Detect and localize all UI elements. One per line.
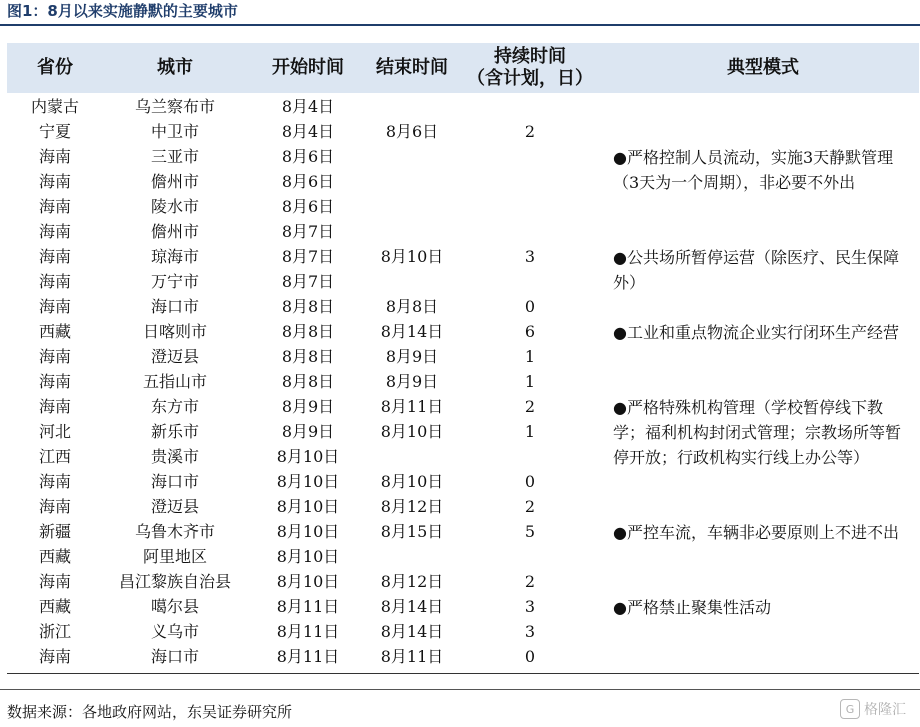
header-duration-line1: 持续时间	[494, 46, 566, 67]
cell-city: 琼海市	[150, 247, 199, 266]
cell-province: 海南	[38, 572, 71, 591]
cell-city: 澄迈县	[150, 497, 199, 516]
cell-duration: 3	[524, 622, 536, 641]
cell-start: 8月9日	[281, 397, 335, 416]
mode-item: ●严格特殊机构管理（学校暂停线下教学；福利机构封闭式管理；宗教场所等暂停开放；行政机构实行线上办公等）	[613, 398, 902, 467]
cell-duration: 3	[524, 247, 536, 266]
table-row	[0, 194, 920, 219]
cell-city: 新乐市	[150, 422, 199, 441]
cell-start: 8月11日	[276, 647, 340, 666]
table-row	[0, 344, 920, 369]
cell-city: 贵溪市	[150, 447, 199, 466]
header-province: 省份	[37, 57, 73, 78]
cell-city: 日喀则市	[142, 322, 207, 341]
cell-start: 8月8日	[281, 322, 335, 341]
mode-item: ●严格控制人员流动，实施3天静默管理（3天为一个周期），非必要不外出	[613, 148, 894, 192]
cell-end	[362, 219, 462, 244]
cell-province: 内蒙古	[30, 97, 79, 116]
source-note: 数据来源：各地政府网站，东吴证券研究所	[7, 703, 293, 721]
cell-duration	[500, 444, 560, 469]
cell-duration	[500, 144, 560, 169]
cell-end	[362, 144, 462, 169]
cell-end	[362, 169, 462, 194]
cell-city: 昌江黎族自治县	[118, 572, 231, 591]
cell-province: 海南	[38, 197, 71, 216]
header-start: 开始时间	[272, 57, 344, 78]
cell-city: 阿里地区	[142, 547, 207, 566]
cell-duration	[500, 94, 560, 119]
cell-duration	[500, 544, 560, 569]
cell-province: 江西	[38, 447, 71, 466]
figure-title: 图1：8月以来实施静默的主要城市	[7, 2, 238, 20]
cell-city: 东方市	[150, 397, 199, 416]
cell-province: 海南	[38, 147, 71, 166]
table-row	[0, 219, 920, 244]
cell-duration	[500, 194, 560, 219]
cell-end: 8月9日	[385, 372, 439, 391]
cell-end: 8月10日	[380, 422, 444, 441]
table-row	[0, 294, 920, 319]
cell-province: 宁夏	[38, 122, 71, 141]
cell-end: 8月12日	[380, 497, 444, 516]
cell-city: 儋州市	[150, 172, 199, 191]
title-divider	[0, 24, 920, 26]
cell-province: 新疆	[38, 522, 71, 541]
cell-city: 万宁市	[150, 272, 199, 291]
cell-province: 河北	[38, 422, 71, 441]
mode-item: ●严控车流，车辆非必要原则上不进不出	[613, 523, 899, 542]
cell-province: 海南	[38, 497, 71, 516]
cell-duration: 2	[524, 497, 536, 516]
cell-province: 海南	[38, 647, 71, 666]
header-city: 城市	[157, 57, 193, 78]
cell-duration: 2	[524, 122, 536, 141]
cell-province: 浙江	[38, 622, 71, 641]
header-duration-line2: （含计划，日）	[467, 68, 593, 89]
cell-start: 8月10日	[276, 572, 340, 591]
cell-city: 乌兰察布市	[134, 97, 215, 116]
footer-rule	[0, 689, 920, 690]
cell-start: 8月7日	[281, 222, 335, 241]
cell-end: 8月8日	[385, 297, 439, 316]
cell-duration: 2	[524, 572, 536, 591]
cell-start: 8月11日	[276, 597, 340, 616]
cell-end	[362, 269, 462, 294]
cell-city: 乌鲁木齐市	[134, 522, 215, 541]
cell-end	[362, 544, 462, 569]
cell-province: 西藏	[38, 547, 71, 566]
table-row	[0, 94, 920, 119]
cell-duration: 5	[524, 522, 536, 541]
cell-end	[362, 444, 462, 469]
cell-duration	[500, 269, 560, 294]
cell-end: 8月12日	[380, 572, 444, 591]
cell-duration: 0	[524, 297, 536, 316]
cell-end: 8月10日	[380, 472, 444, 491]
cell-city: 五指山市	[142, 372, 207, 391]
cell-city: 海口市	[150, 472, 199, 491]
cell-province: 海南	[38, 397, 71, 416]
cell-city: 海口市	[150, 647, 199, 666]
mode-item: ●公共场所暂停运营（除医疗、民生保障外）	[613, 248, 899, 292]
cell-duration: 3	[524, 597, 536, 616]
table-bottom-rule	[7, 673, 919, 674]
table-row	[0, 119, 920, 144]
cell-end: 8月14日	[380, 622, 444, 641]
header-mode: 典型模式	[727, 57, 799, 78]
cell-start: 8月10日	[276, 522, 340, 541]
cell-start: 8月7日	[281, 247, 335, 266]
table-row	[0, 619, 920, 644]
table-row	[0, 544, 920, 569]
header-duration	[462, 43, 598, 93]
cell-province: 海南	[38, 372, 71, 391]
cell-start: 8月4日	[281, 97, 335, 116]
watermark-logo-icon: G	[840, 699, 860, 719]
cell-end: 8月15日	[380, 522, 444, 541]
cell-province: 海南	[38, 297, 71, 316]
cell-start: 8月7日	[281, 272, 335, 291]
cell-duration: 2	[524, 397, 536, 416]
table-row	[0, 469, 920, 494]
cell-end: 8月6日	[385, 122, 439, 141]
cell-start: 8月10日	[276, 497, 340, 516]
cell-end: 8月10日	[380, 247, 444, 266]
cell-province: 海南	[38, 222, 71, 241]
mode-item: ●工业和重点物流企业实行闭环生产经营	[613, 323, 899, 342]
cell-city: 噶尔县	[150, 597, 199, 616]
cell-start: 8月8日	[281, 297, 335, 316]
cell-city: 陵水市	[150, 197, 199, 216]
cell-end	[362, 94, 462, 119]
cell-province: 海南	[38, 272, 71, 291]
cell-city: 中卫市	[150, 122, 199, 141]
cell-end	[362, 194, 462, 219]
watermark	[840, 699, 906, 719]
table-row	[0, 644, 920, 669]
cell-start: 8月8日	[281, 347, 335, 366]
cell-start: 8月10日	[276, 547, 340, 566]
cell-city: 儋州市	[150, 222, 199, 241]
header-end: 结束时间	[376, 57, 448, 78]
cell-duration: 1	[524, 372, 536, 391]
cell-start: 8月10日	[276, 472, 340, 491]
cell-city: 海口市	[150, 297, 199, 316]
cell-start: 8月9日	[281, 422, 335, 441]
cell-start: 8月8日	[281, 372, 335, 391]
table-row	[0, 569, 920, 594]
cell-province: 海南	[38, 472, 71, 491]
cell-duration: 1	[524, 422, 536, 441]
cell-duration	[500, 169, 560, 194]
cell-duration: 6	[524, 322, 536, 341]
cell-start: 8月10日	[276, 447, 340, 466]
cell-province: 西藏	[38, 322, 71, 341]
cell-duration: 1	[524, 347, 536, 366]
cell-end: 8月11日	[380, 647, 444, 666]
cell-duration: 0	[524, 647, 536, 666]
cell-city: 义乌市	[150, 622, 199, 641]
cell-city: 三亚市	[150, 147, 199, 166]
cell-start: 8月6日	[281, 172, 335, 191]
cell-province: 海南	[38, 247, 71, 266]
cell-province: 海南	[38, 347, 71, 366]
cell-province: 西藏	[38, 597, 71, 616]
cell-end: 8月9日	[385, 347, 439, 366]
cell-duration: 0	[524, 472, 536, 491]
cell-start: 8月4日	[281, 122, 335, 141]
cell-city: 澄迈县	[150, 347, 199, 366]
mode-item: ●严格禁止聚集性活动	[613, 598, 771, 617]
table-row	[0, 369, 920, 394]
cell-start: 8月11日	[276, 622, 340, 641]
cell-province: 海南	[38, 172, 71, 191]
cell-end: 8月11日	[380, 397, 444, 416]
cell-start: 8月6日	[281, 197, 335, 216]
cell-end: 8月14日	[380, 322, 444, 341]
cell-duration	[500, 219, 560, 244]
table-row	[0, 494, 920, 519]
cell-start: 8月6日	[281, 147, 335, 166]
watermark-text: 格隆汇	[864, 702, 906, 718]
cell-end: 8月14日	[380, 597, 444, 616]
